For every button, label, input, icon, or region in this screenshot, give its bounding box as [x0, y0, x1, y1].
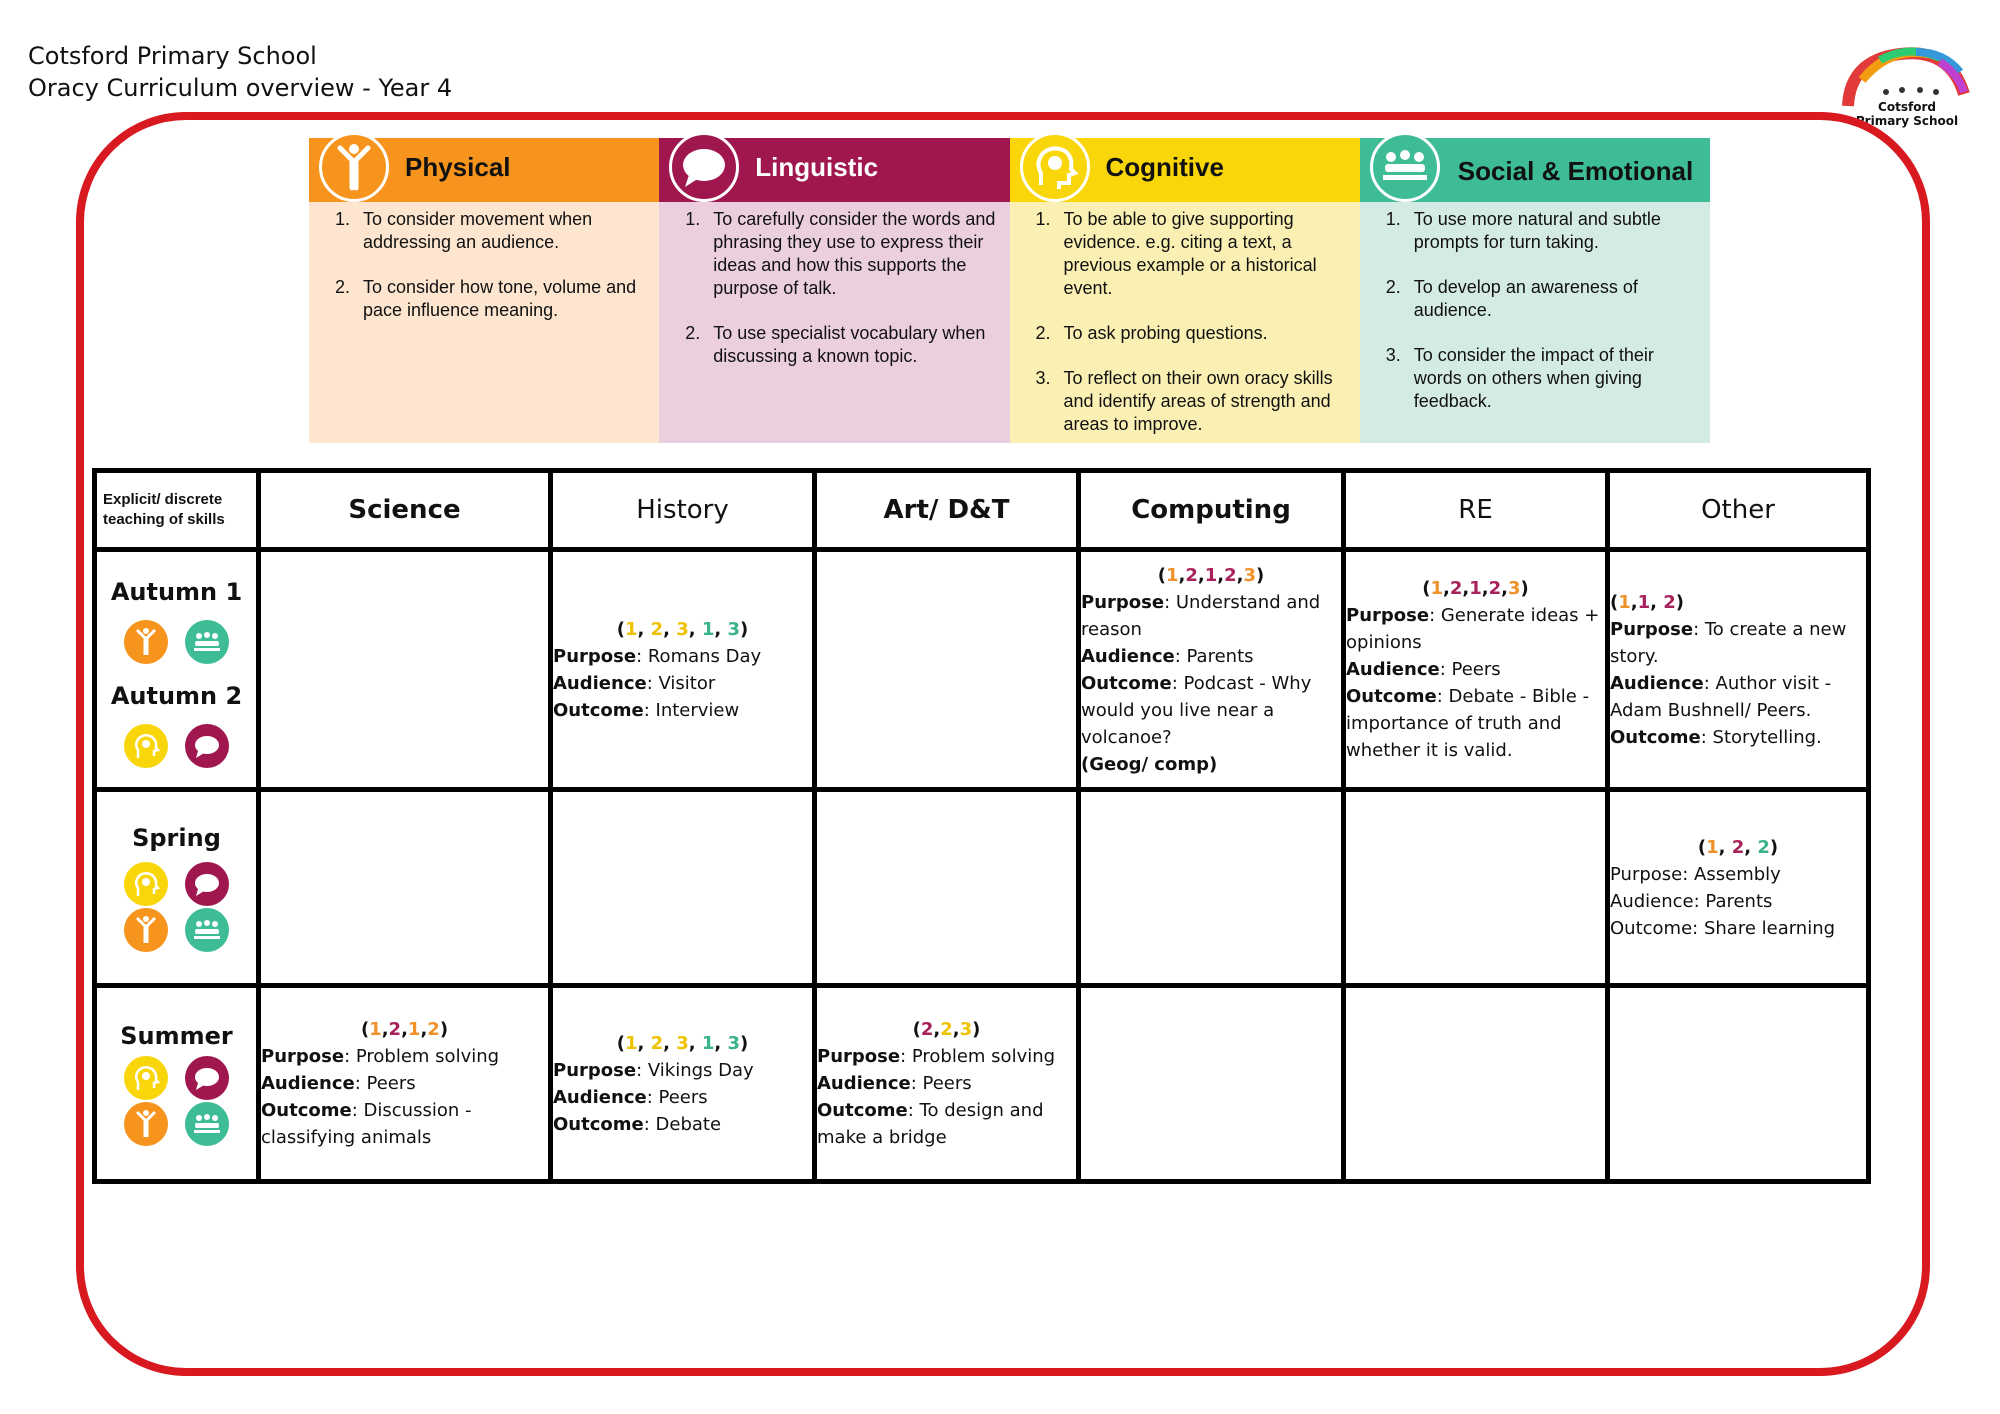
person-icon	[124, 620, 168, 664]
skill-item: 2. To consider how tone, volume and pace influence meaning.	[355, 276, 647, 322]
group-icon	[185, 908, 229, 952]
cell-autumn-science	[259, 550, 551, 790]
cell-summer-re	[1344, 986, 1608, 1182]
skill-codes: (1, 2, 3, 1, 3)	[616, 618, 749, 640]
cell-spring-other: (1, 2, 2) Purpose: Assembly Audience: Parents Outcome: Share learning	[1608, 790, 1869, 986]
skill-title: Linguistic	[755, 152, 879, 182]
subject-header: Other	[1608, 471, 1869, 550]
cell-autumn-history: (1, 2, 3, 1, 3) Purpose: Romans Day Audience: Visitor Outcome: Interview	[551, 550, 815, 790]
skill-title: Social & Emotional	[1457, 156, 1694, 186]
curriculum-table	[92, 468, 1871, 1184]
subject-header: Art/ D&T	[815, 471, 1079, 550]
term-cell-summer	[95, 986, 259, 1182]
skill-codes: (1, 2, 3, 1, 3)	[616, 1032, 749, 1054]
cell-spring-art	[815, 790, 1079, 986]
subject-header: Science	[259, 471, 551, 550]
skill-item: 2. To ask probing questions.	[1056, 322, 1348, 345]
skill-item: 1. To consider movement when addressing an audience.	[355, 208, 647, 254]
subject-header: History	[551, 471, 815, 550]
term-cell-autumn	[95, 550, 259, 790]
skill-item: 2. To use specialist vocabulary when discussing a known topic.	[705, 322, 997, 368]
cell-summer-history: (1, 2, 3, 1, 3) Purpose: Vikings Day Audience: Peers Outcome: Debate	[551, 986, 815, 1182]
term-name: Spring	[132, 823, 221, 852]
brain-head-icon	[1020, 132, 1090, 202]
person-icon	[124, 1102, 168, 1146]
cell-autumn-computing: (1,2,1,2,3) Purpose: Understand and reason Audience: Parents Outcome: Podcast - Why would you live near a volcanoe? (Geog/ comp)	[1079, 550, 1344, 790]
cell-autumn-re: (1,2,1,2,3) Purpose: Generate ideas + opinions Audience: Peers Outcome: Debate - Bible - importance of truth and whether it is valid.	[1344, 550, 1608, 790]
cell-spring-computing	[1079, 790, 1344, 986]
speech-bubble-icon	[669, 132, 739, 202]
cell-summer-science: (1,2,1,2) Purpose: Problem solving Audience: Peers Outcome: Discussion - classifying animals	[259, 986, 551, 1182]
group-icon	[1370, 132, 1440, 202]
term-cell-spring	[95, 790, 259, 986]
table-row	[95, 986, 1869, 1182]
school-name: Cotsford Primary School	[28, 42, 317, 70]
skill-codes: (2,2,3)	[912, 1019, 981, 1040]
cell-summer-other	[1608, 986, 1869, 1182]
skill-title: Cognitive	[1105, 152, 1224, 182]
brain-head-icon	[124, 862, 168, 906]
speech-bubble-icon	[185, 1056, 229, 1100]
subject-header: Computing	[1079, 471, 1344, 550]
skill-codes: (1,2,1,2)	[360, 1019, 449, 1040]
group-icon	[185, 620, 229, 664]
brain-head-icon	[124, 724, 168, 768]
person-icon	[124, 908, 168, 952]
group-icon	[185, 1102, 229, 1146]
cell-spring-re	[1344, 790, 1608, 986]
document-header	[28, 40, 452, 104]
skill-linguistic	[659, 138, 1009, 443]
oracy-skills-panel	[309, 138, 1710, 443]
cell-autumn-art	[815, 550, 1079, 790]
logo-caption: Cotsford Primary School	[1855, 100, 1959, 128]
table-row	[95, 790, 1869, 986]
cell-summer-computing	[1079, 986, 1344, 1182]
skill-title: Physical	[405, 152, 511, 182]
table-row	[95, 550, 1869, 790]
speech-bubble-icon	[185, 862, 229, 906]
speech-bubble-icon	[185, 724, 229, 768]
skill-item: 2. To develop an awareness of audience.	[1406, 276, 1698, 322]
term-name: Autumn 1	[110, 577, 243, 606]
skill-codes: (1,2,1,2,3)	[1422, 578, 1529, 599]
cell-summer-art: (2,2,3) Purpose: Problem solving Audience: Peers Outcome: To design and make a bridge	[815, 986, 1079, 1182]
term-name: Autumn 2	[110, 681, 243, 710]
cell-spring-history	[551, 790, 815, 986]
term-name: Summer	[120, 1021, 233, 1050]
skill-cognitive	[1010, 138, 1360, 443]
skill-item: 1. To use more natural and subtle prompts for turn taking.	[1406, 208, 1698, 254]
document-title: Oracy Curriculum overview - Year 4	[28, 74, 453, 102]
skill-item: 3. To consider the impact of their words on others when giving feedback.	[1406, 344, 1698, 413]
cell-spring-science	[259, 790, 551, 986]
skill-item: 1. To carefully consider the words and phrasing they use to express their ideas and how this supports the purpose of talk.	[705, 208, 997, 300]
skill-item: 1. To be able to give supporting evidence. e.g. citing a text, a previous example or a historical event.	[1056, 208, 1348, 300]
subject-header: RE	[1344, 471, 1608, 550]
person-icon	[319, 132, 389, 202]
cell-autumn-other: (1,1, 2) Purpose: To create a new story. Audience: Author visit - Adam Bushnell/ Peers. Outcome: Storytelling.	[1608, 550, 1869, 790]
skill-physical	[309, 138, 659, 443]
skill-codes: (1,2,1,2,3)	[1157, 564, 1265, 586]
skill-item: 3. To reflect on their own oracy skills and identify areas of strength and areas to improve.	[1056, 367, 1348, 436]
table-header-row	[95, 471, 1869, 550]
corner-header: Explicit/ discrete teaching of skills	[95, 471, 259, 550]
skill-codes: (1, 2, 2)	[1697, 836, 1779, 858]
skill-social-emotional	[1360, 138, 1710, 443]
skill-codes: (1,1, 2)	[1610, 591, 1685, 613]
brain-head-icon	[124, 1056, 168, 1100]
